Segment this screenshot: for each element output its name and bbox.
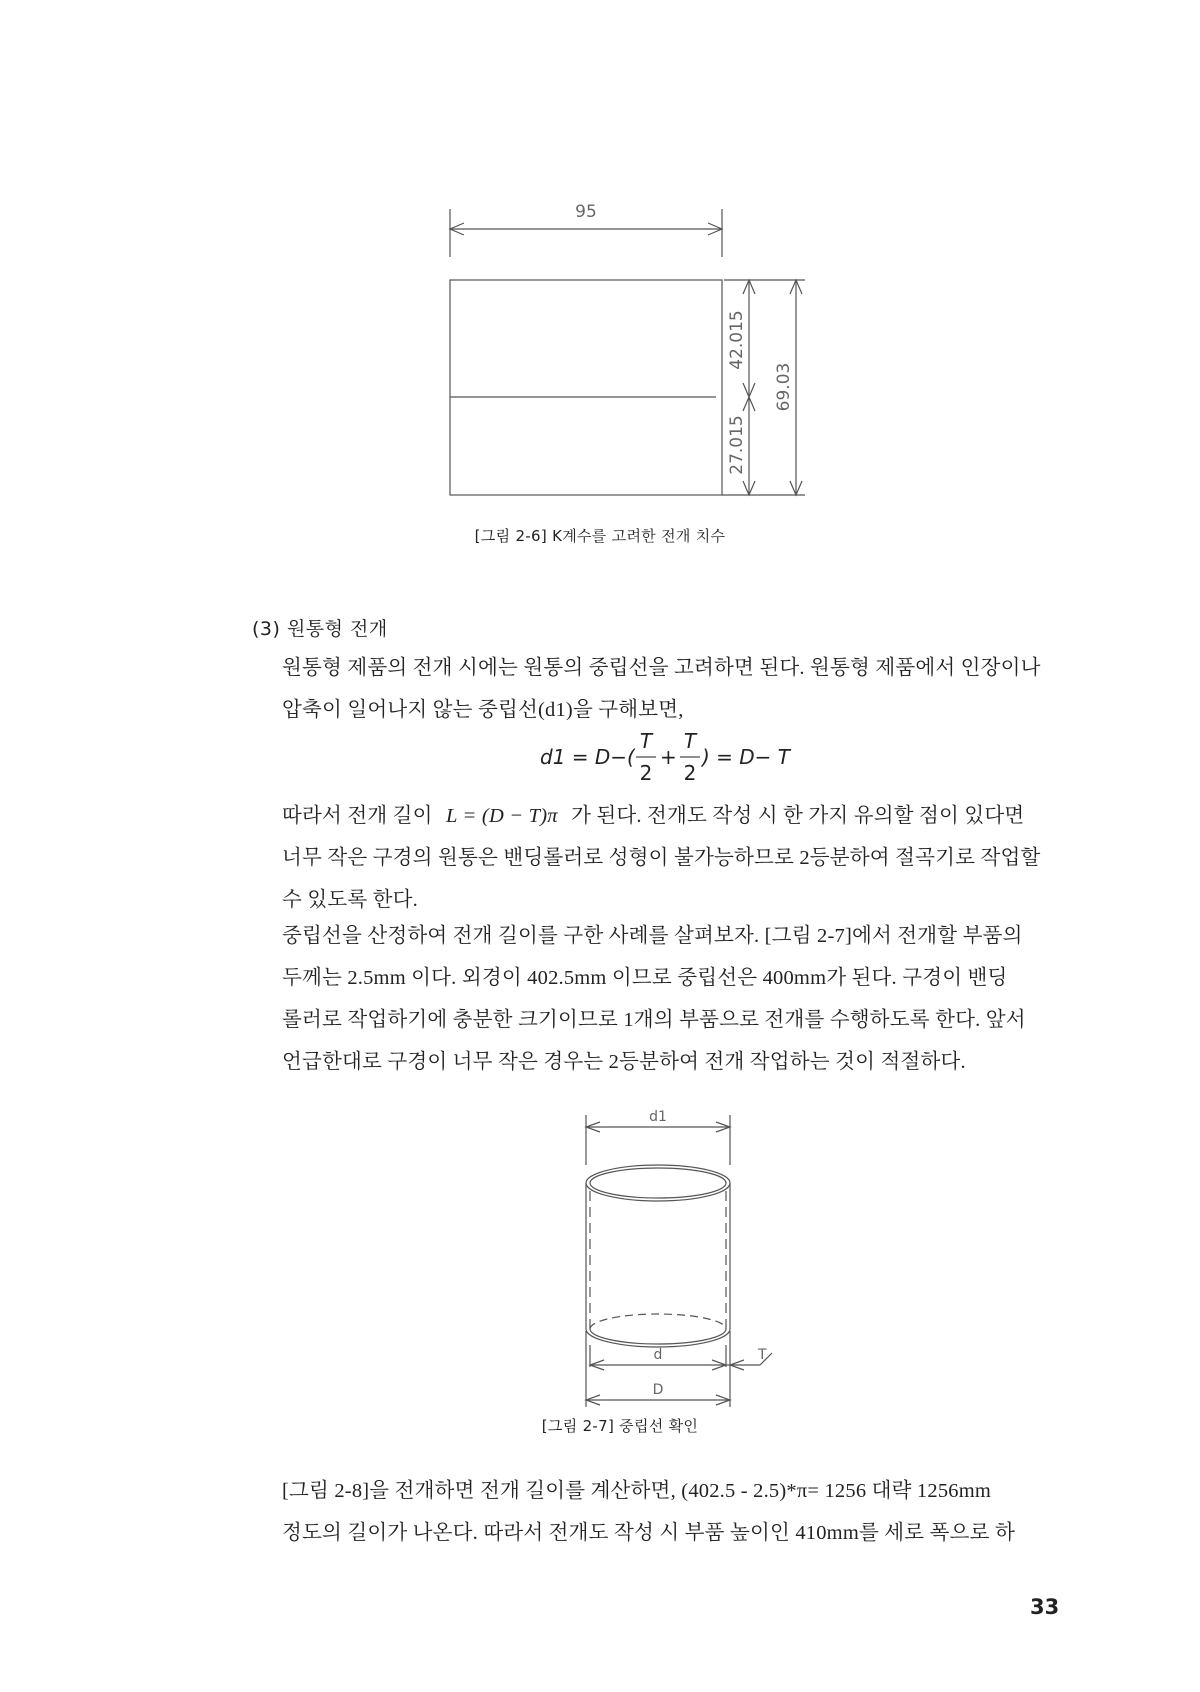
paragraph-1: [282, 647, 1058, 731]
paragraph-2-line-3: 수 있도록 한다.: [282, 889, 418, 911]
dim-width-label: 95: [575, 202, 597, 222]
equation-rhs: ) = D− T: [702, 745, 791, 769]
label-d1: d1: [649, 1109, 667, 1125]
equation-frac2-num: T: [683, 729, 697, 753]
page-number: 33: [1030, 1595, 1060, 1619]
label-D: D: [652, 1382, 664, 1398]
length-formula: L = (D − T)π: [446, 805, 558, 827]
label-d: d: [653, 1347, 663, 1363]
section-heading: (3) 원통형 전개: [252, 618, 388, 640]
paragraph-3-line-3: 롤러로 작업하기에 충분한 크기이므로 1개의 부품으로 전개를 수행하도록 한다. 앞서: [282, 1009, 1026, 1031]
equation-frac1-num: T: [639, 729, 653, 753]
paragraph-3: [282, 915, 1058, 1083]
dim-total-label: 69.03: [774, 362, 794, 412]
figure-2-6-drawing: [430, 195, 830, 510]
paragraph-1-line-1: 원통형 제품의 전개 시에는 원통의 중립선을 고려하면 된다. 원통형 제품에서 인장이나: [282, 657, 1041, 679]
equation-lhs: d1 = D−(: [540, 745, 635, 769]
figure-2-6-caption: [그림 2-6] K계수를 고려한 전개 치수: [474, 527, 726, 545]
paragraph-4-line-1: [그림 2-8]을 전개하면 전개 길이를 계산하면, (402.5 - 2.5)*π= 1256 대략 1256mm: [282, 1480, 992, 1502]
paragraph-2-line-1-start: 따라서 전개 길이: [282, 805, 433, 827]
paragraph-2-line-1: [282, 795, 1058, 837]
paragraph-4: [282, 1470, 1058, 1554]
dim-upper-label: 42.015: [727, 310, 747, 370]
paragraph-2: [282, 795, 1058, 921]
figure-2-7-caption: [그림 2-7] 중립선 확인: [541, 1417, 699, 1435]
label-T: T: [758, 1347, 767, 1363]
figure-2-7-drawing: [560, 1105, 790, 1415]
equation-plus: +: [660, 745, 677, 769]
paragraph-3-line-2: 두께는 2.5mm 이다. 외경이 402.5mm 이므로 중립선은 400mm가 된다. 구경이 밴딩: [282, 967, 1008, 989]
paragraph-4-line-2: 정도의 길이가 나온다. 따라서 전개도 작성 시 부품 높이인 410mm를 세로 폭으로 하: [282, 1522, 1015, 1544]
paragraph-2-line-2: 너무 작은 구경의 원통은 밴딩롤러로 성형이 불가능하므로 2등분하여 절곡기로 작업할: [282, 847, 1041, 869]
dim-lower-label: 27.015: [727, 415, 747, 475]
paragraph-2-line-1-end: 가 된다. 전개도 작성 시 한 가지 유의할 점이 있다면: [571, 805, 1025, 827]
equation-frac1-den: 2: [639, 761, 653, 785]
equation-frac2-den: 2: [683, 761, 697, 785]
equation-d1: [540, 728, 820, 790]
paragraph-1-line-2: 압축이 일어나지 않는 중립선(d1)을 구해보면,: [282, 699, 684, 721]
paragraph-3-line-1: 중립선을 산정하여 전개 길이를 구한 사례를 살펴보자. [그림 2-7]에서 전개할 부품의: [282, 925, 1023, 947]
paragraph-3-line-4: 언급한대로 구경이 너무 작은 경우는 2등분하여 전개 작업하는 것이 적절하다.: [282, 1051, 966, 1073]
